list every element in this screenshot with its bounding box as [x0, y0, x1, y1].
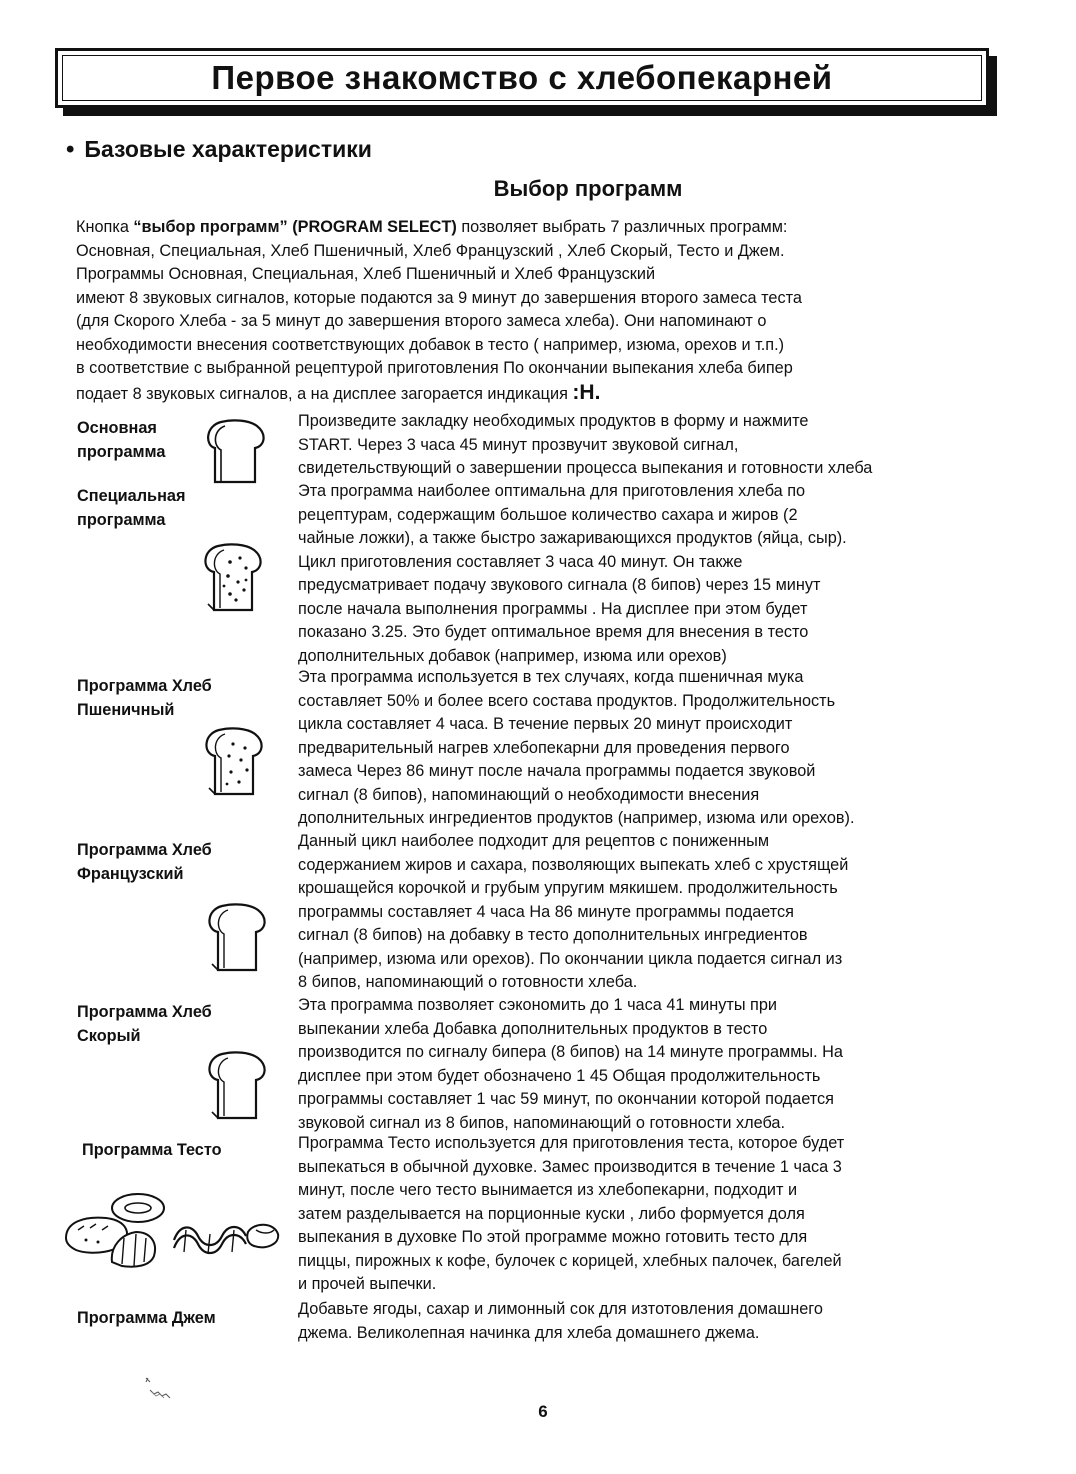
desc-line: Произведите закладку необходимых продуктов в форму и нажмите: [298, 412, 809, 430]
desc-line: дополнительных ингредиентов продуктов (например, изюма или орехов).: [298, 809, 855, 827]
program-label-line: Программа Джем: [77, 1309, 216, 1327]
desc-line: джема. Великолепная начинка для хлеба домашнего джема.: [298, 1323, 760, 1342]
desc-line: звуковой сигнал из 8 бипов, напоминающий о готовности хлеба.: [298, 1113, 785, 1132]
program-label-line: Специальная: [77, 487, 186, 505]
desc-line: и прочей выпечки.: [298, 1275, 437, 1293]
program-label-special: [77, 484, 185, 532]
desc-line: крошащейся корочкой и грубым упругим мякишем. продолжительность: [298, 879, 838, 897]
bread-slice-wheat-icon: [201, 726, 265, 798]
intro-line: (для Скорого Хлеба - за 5 минут до завершения второго замеса хлеба). Они напоминают о: [76, 312, 767, 330]
program-label-dough: [82, 1138, 222, 1162]
program-label-basic: [77, 416, 165, 464]
bread-slice-seeded-icon: [200, 542, 264, 614]
desc-line: START. Через 3 часа 45 минут прозвучит звуковой сигнал,: [298, 435, 739, 454]
desc-line: производится по сигналу бипера (8 бипов) на 14 минуте программы. На: [298, 1043, 843, 1061]
desc-line: показано 3.25. Это будет оптимальное время для внесения в тесто: [298, 623, 809, 641]
desc-line: выпекании хлеба Добавка дополнительных продуктов в тесто: [298, 1019, 768, 1038]
intro-line: имеют 8 звуковых сигналов, которые подаются за 9 минут до завершения второго замеса теста: [76, 288, 802, 307]
intro-line: в соответствие с выбранной рецептурой приготовления По окончании выпекания хлеба бипер: [76, 359, 793, 377]
desc-line: после начала выполнения программы . На дисплее при этом будет: [298, 599, 808, 618]
program-desc-special: [298, 480, 1028, 668]
bread-slice-quick-icon: [204, 1050, 268, 1122]
program-desc-jam: [298, 1298, 1028, 1345]
intro-text: Кнопка: [76, 218, 134, 236]
program-desc-french: [298, 830, 1028, 995]
intro-text: подает 8 звуковых сигналов, а на дисплее загорается индикация: [76, 384, 573, 403]
page-number: [0, 1402, 1076, 1422]
intro-line: Программы Основная, Специальная, Хлеб Пшеничный и Хлеб Французский: [76, 265, 656, 283]
program-label-line: программа: [77, 443, 166, 461]
desc-line: пиццы, пирожных к кофе, булочек с корицей, хлебных палочек, багелей: [298, 1251, 842, 1270]
desc-line: сигнал (8 бипов) на добавку в тесто дополнительных ингредиентов: [298, 926, 808, 944]
title-frame: [55, 48, 989, 108]
desc-line: программы составляет 1 час 59 минут, по окончании которой подается: [298, 1090, 834, 1108]
program-label-french: [77, 838, 212, 886]
program-label-line: Скорый: [77, 1027, 141, 1045]
desc-line: выпекаться в обычной духовке. Замес производится в течение 1 часа 3: [298, 1157, 842, 1176]
desc-line: Добавьте ягоды, сахар и лимонный сок для изтотовления домашнего: [298, 1300, 823, 1318]
desc-line: рецептурам, содержащим большое количество сахара и жиров (2: [298, 505, 798, 524]
program-desc-dough: [298, 1132, 1028, 1297]
desc-line: Эта программа используется в тех случаях, когда пшеничная мука: [298, 668, 804, 686]
sub-heading-text: Выбор программ: [493, 176, 683, 201]
desc-line: дополнительных добавок (например, изюма или орехов): [298, 646, 727, 665]
desc-line: чайные ложки), а также быстро зажаривающихся продуктов (яйца, сыр).: [298, 529, 847, 547]
program-label-wheat: [77, 674, 212, 722]
program-desc-quick: [298, 994, 1028, 1135]
desc-line: сигнал (8 бипов), напоминающий о необходимости внесения: [298, 785, 760, 804]
program-label-line: Программа Тесто: [82, 1141, 222, 1159]
desc-line: цикла составляет 4 часа. В течение первых 20 минут происходит: [298, 715, 793, 733]
intro-bold-text: “выбор программ” (PROGRAM SELECT): [133, 218, 457, 236]
intro-line: необходимости внесения соответствующих добавок в тесто ( например, изюма, орехов и т.п.): [76, 335, 785, 354]
program-desc-basic: [298, 410, 1028, 481]
intro-line: [76, 216, 996, 240]
page-title: Первое знакомство с хлебопекарней: [211, 59, 833, 96]
bread-slice-plain-icon: [203, 418, 267, 486]
desc-line: Программа Тесто используется для приготовления теста, которое будет: [298, 1134, 845, 1152]
dough-pastries-icon: [62, 1186, 282, 1270]
desc-line: дисплее при этом будет обозначено 1 45 Общая продолжительность: [298, 1066, 821, 1085]
desc-line: Эта программа наиболее оптимальна для приготовления хлеба по: [298, 482, 806, 500]
bullet: •: [66, 136, 75, 163]
intro-line: [76, 381, 996, 407]
scan-mark-icon: [140, 1376, 176, 1405]
desc-line: предусматривает подачу звукового сигнала (8 бипов) через 15 минут: [298, 576, 821, 594]
intro-paragraph: [76, 216, 996, 406]
program-label-line: Французский: [77, 865, 184, 883]
program-label-line: Основная: [77, 419, 157, 437]
desc-line: Эта программа позволяет сэкономить до 1 часа 41 минуты при: [298, 996, 778, 1014]
desc-line: предварительный нагрев хлебопекарни для проведения первого: [298, 738, 790, 757]
desc-line: свидетельствующий о завершении процесса выпекания и готовности хлеба: [298, 459, 873, 477]
intro-line: Основная, Специальная, Хлеб Пшеничный, Хлеб Французский , Хлеб Скорый, Тесто и Джем.: [76, 241, 785, 260]
desc-line: (например, изюма или орехов). По окончании цикла подается сигнал из: [298, 949, 843, 968]
program-label-line: Программа Хлеб: [77, 841, 212, 859]
sub-heading: [0, 176, 1076, 202]
program-label-line: Пшеничный: [77, 701, 175, 719]
section-heading-text: Базовые характеристики: [84, 136, 372, 162]
desc-line: содержанием жиров и сахара, позволяющих выпекать хлеб с хрустящей: [298, 855, 849, 874]
desc-line: программы составляет 4 часа На 86 минуте программы подается: [298, 902, 794, 921]
desc-line: Данный цикл наиболее подходит для рецептов с пониженным: [298, 832, 770, 850]
desc-line: выпекания в духовке По этой программе можно готовить тесто для: [298, 1228, 808, 1246]
desc-line: затем разделывается на порционные куски , либо формуется доля: [298, 1204, 805, 1223]
program-label-jam: [77, 1306, 216, 1330]
desc-line: Цикл приготовления составляет 3 часа 40 минут. Он также: [298, 552, 743, 571]
program-label-quick: [77, 1000, 212, 1048]
display-indicator: :H.: [572, 380, 601, 404]
program-label-line: Программа Хлеб: [77, 677, 212, 695]
bread-slice-french-icon: [204, 902, 268, 974]
program-label-line: программа: [77, 511, 166, 529]
desc-line: 8 бипов, напоминающий о готовности хлеба.: [298, 973, 638, 991]
program-desc-wheat: [298, 666, 1028, 831]
desc-line: составляет 50% и более всего состава продуктов. Продолжительность: [298, 691, 836, 710]
program-label-line: Программа Хлеб: [77, 1003, 212, 1021]
page-number-text: 6: [538, 1402, 548, 1421]
section-heading: [66, 136, 372, 164]
desc-line: замеса Через 86 минут после начала программы подается звуковой: [298, 762, 816, 780]
desc-line: минут, после чего тесто вынимается из хлебопекарни, подходит и: [298, 1181, 798, 1199]
intro-text: позволяет выбрать 7 различных программ:: [456, 218, 788, 236]
